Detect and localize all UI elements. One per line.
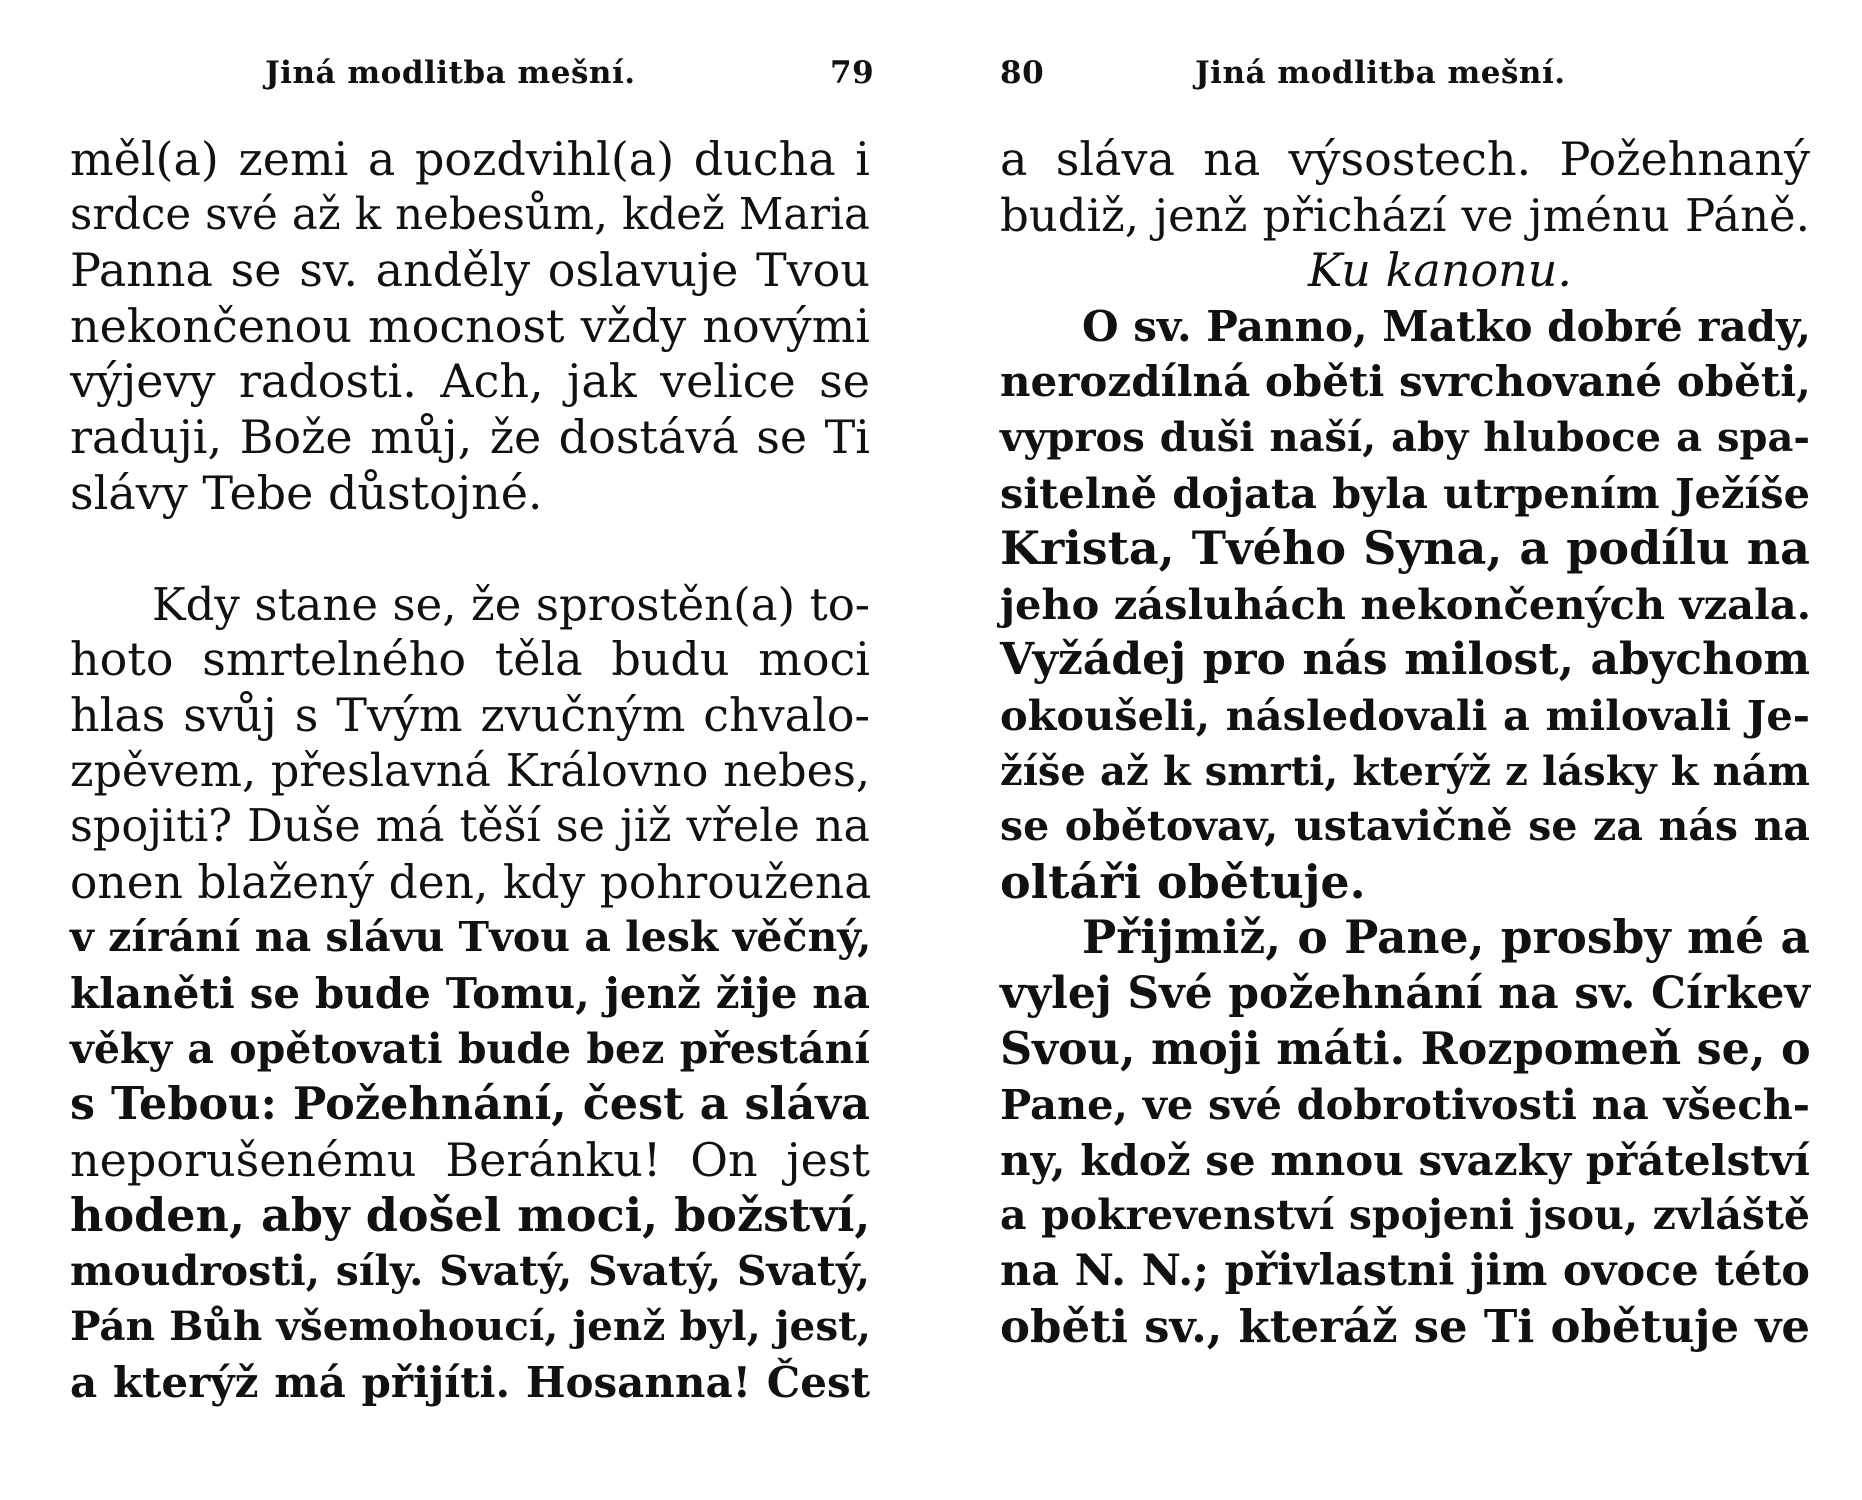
text-line: hoden, aby došel moci, božství, bbox=[70, 1188, 871, 1243]
text-line: oltáři obětuje. bbox=[1000, 854, 1366, 909]
text-line: hoto smrtelného těla budu moci bbox=[70, 632, 870, 687]
text-line: Kdy stane se, že sprostěn(a) to- bbox=[152, 577, 870, 631]
text-line: nerozdílná oběti svrchované oběti, bbox=[1000, 357, 1811, 407]
running-title: Jiná modlitba mešní. bbox=[1195, 55, 1566, 91]
paragraph bbox=[70, 132, 870, 521]
text-line: s Tebou: Požehnání, čest a sláva bbox=[70, 1078, 870, 1131]
text-line: neporušenému Beránku! On jest bbox=[70, 1132, 870, 1187]
text-line: spojiti? Duše má těší se již vřele na bbox=[70, 801, 870, 853]
text-line: Krista, Tvého Syna, a podílu na bbox=[1000, 521, 1810, 576]
text-line: žíše až k smrti, kterýž z lásky k nám bbox=[1000, 747, 1810, 795]
text-line: v zírání na slávu Tvou a lesk věčný, bbox=[70, 913, 872, 962]
text-line: budiž, jenž přichází ve jménu Páně. bbox=[1000, 188, 1810, 242]
text-line: jeho zásluhách nekončených vzala. bbox=[1000, 579, 1812, 629]
right-running-head bbox=[1000, 55, 1810, 95]
text-line: zpěvem, přeslavná Královno nebes, bbox=[70, 745, 870, 797]
text-line: Přijmiž, o Pane, prosby mé a bbox=[1082, 910, 1810, 965]
paragraph bbox=[70, 577, 870, 1411]
text-line: okoušeli, následovali a milovali Je- bbox=[1000, 690, 1810, 740]
text-line: věky a opětovati bude bez přestání bbox=[70, 1024, 870, 1073]
right-text-block bbox=[1000, 132, 1810, 1355]
running-title: Jiná modlitba mešní. bbox=[265, 55, 636, 91]
text-line: na N. N.; přivlastni jim ovoce této bbox=[1000, 1245, 1810, 1296]
text-line: vypros duši naší, aby hluboce a spa- bbox=[1000, 413, 1810, 461]
text-line: O sv. Panno, Matko dobré rady, bbox=[1082, 301, 1812, 351]
left-running-head bbox=[70, 55, 875, 95]
text-line: klaněti se bude Tomu, jenž žije na bbox=[70, 968, 870, 1018]
text-line: sitelně dojata byla utrpením Ježíše bbox=[1000, 468, 1810, 518]
text-line: nekončenou mocnost vždy novými bbox=[70, 298, 870, 353]
paragraph bbox=[1000, 299, 1810, 911]
section-heading: Ku kanonu. bbox=[1307, 243, 1573, 298]
text-line: se obětovav, ustavičně se za nás na bbox=[1000, 802, 1810, 851]
text-line: Svou, moji máti. Rozpomeň se, o bbox=[1000, 1022, 1811, 1075]
paragraph-gap bbox=[70, 521, 870, 577]
page-number: 80 bbox=[1000, 55, 1045, 91]
text-line: moudrosti, síly. Svatý, Svatý, Svatý, bbox=[70, 1246, 870, 1295]
text-line: oběti sv., kteráž se Ti obětuje ve bbox=[1000, 1300, 1810, 1354]
right-page bbox=[1000, 0, 1810, 1500]
text-line: Panna se sv. anděly oslavuje Tvou bbox=[70, 243, 870, 298]
text-line: vylej Své požehnání na sv. Církev bbox=[1000, 967, 1810, 1019]
text-line: výjevy radosti. Ach, jak velice se bbox=[70, 354, 870, 409]
text-line: a sláva na výsostech. Požehnaný bbox=[1000, 132, 1810, 186]
text-line: a kterýž má přijíti. Hosanna! Čest bbox=[70, 1358, 870, 1408]
text-line: ny, kdož se mnou svazky přátelství bbox=[1000, 1135, 1810, 1185]
text-line: Pán Bůh všemohoucí, jenž byl, jest, bbox=[70, 1302, 871, 1351]
text-line: měl(a) zemi a pozdvihl(a) ducha i bbox=[70, 132, 870, 186]
text-line: srdce své až k nebesům, kdež Maria bbox=[70, 189, 870, 240]
text-line: Pane, ve své dobrotivosti na všech- bbox=[1000, 1080, 1810, 1130]
left-page bbox=[70, 0, 875, 1500]
paragraph bbox=[1000, 132, 1810, 243]
text-line: raduji, Bože můj, že dostává se Ti bbox=[70, 409, 870, 464]
text-line: onen blažený den, kdy pohroužena bbox=[70, 855, 872, 909]
text-line: hlas svůj s Tvým zvučným chvalo- bbox=[70, 687, 870, 742]
text-line: Vyžádej pro nás milost, abychom bbox=[1000, 634, 1810, 686]
page-number: 79 bbox=[830, 55, 875, 91]
left-text-block bbox=[70, 132, 870, 1411]
text-line: slávy Tebe důstojné. bbox=[70, 465, 543, 520]
paragraph bbox=[1000, 910, 1810, 1355]
text-line: a pokrevenství spojeni jsou, zvláště bbox=[1000, 1191, 1810, 1240]
